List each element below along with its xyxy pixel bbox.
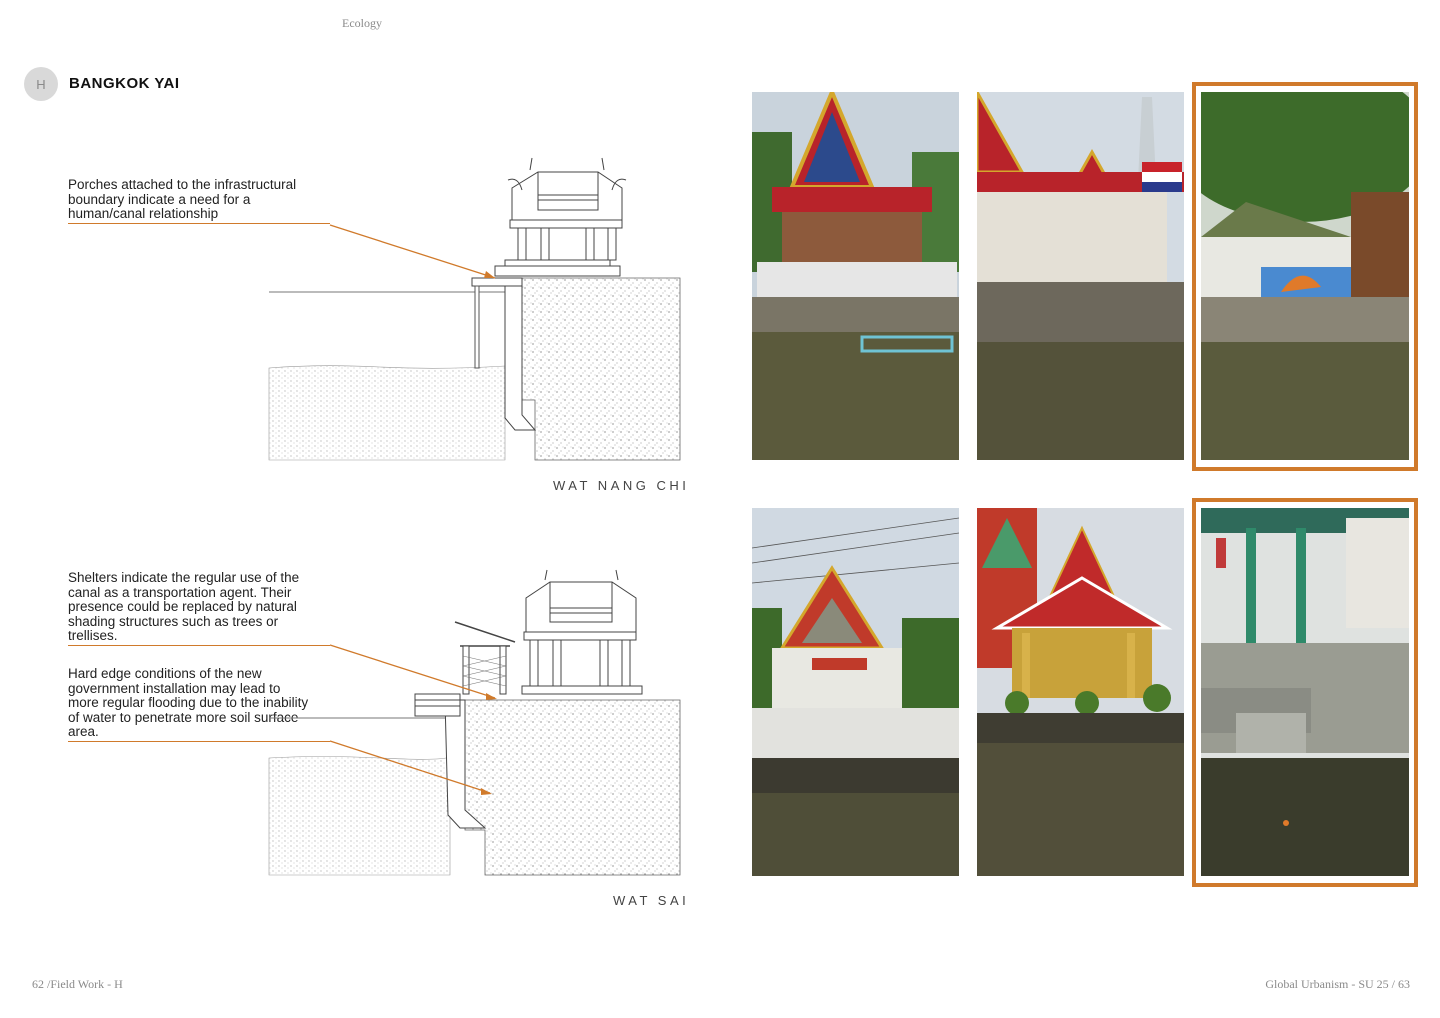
- annotation-hard-edge: Hard edge conditions of the new government installation may lead to more regular flooding due to the inability of water to penetrate more soil surface area.: [68, 666, 309, 739]
- photo-octagonal-pavilion: [977, 508, 1184, 876]
- diagram-caption: WAT SAI: [613, 893, 690, 908]
- section-diagram-wat-nang-chi: [260, 150, 690, 470]
- diagram-caption: WAT NANG CHI: [553, 478, 690, 493]
- annotation-porches: Porches attached to the infrastructural boundary indicate a need for a human/canal relationship: [68, 177, 297, 221]
- section-diagram-wat-sai: [260, 560, 690, 880]
- photo-temple-with-flag: [977, 92, 1184, 460]
- page-title: BANGKOK YAI: [69, 75, 180, 92]
- section-label: Ecology: [342, 16, 382, 30]
- highlight-frame: [1192, 498, 1418, 887]
- footer-page-left: 62 /Field Work - H: [32, 977, 123, 991]
- section-badge: H: [24, 67, 58, 101]
- photo-temple-pavilion: [752, 92, 959, 460]
- footer-page-right: Global Urbanism - SU 25 / 63: [1265, 977, 1410, 991]
- photo-temple-wall: [752, 508, 959, 876]
- annotation-shelters: Shelters indicate the regular use of the canal as a transportation agent. Their presence could be replaced by natural shading structures such as trees or trellises.: [68, 570, 300, 643]
- highlight-frame: [1192, 82, 1418, 471]
